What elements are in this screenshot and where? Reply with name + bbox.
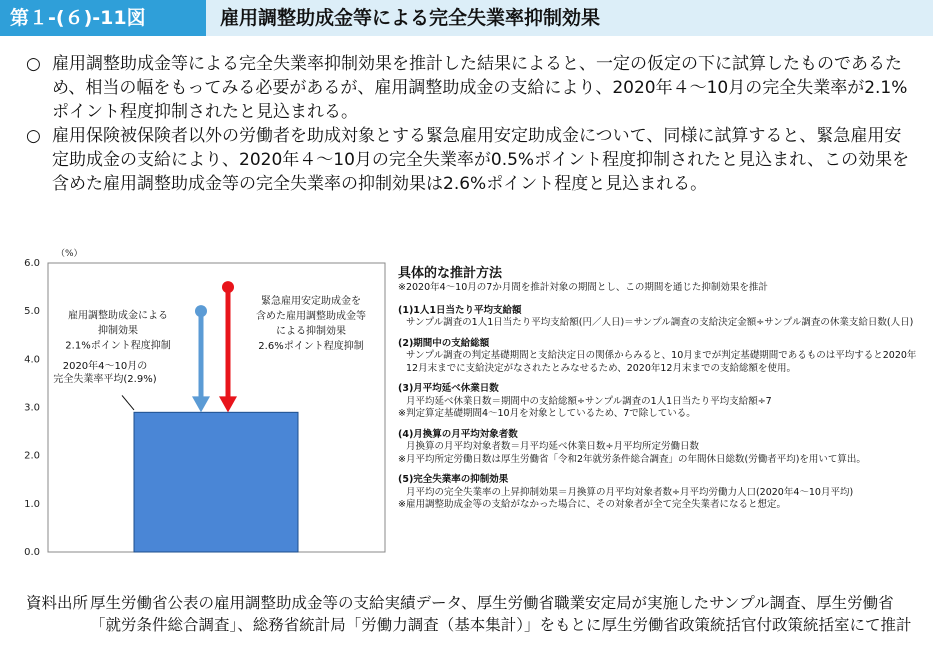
y-tick-label: 3.0 <box>24 402 40 414</box>
summary-bullet <box>26 52 912 124</box>
source-label: 資料出所 <box>26 594 89 612</box>
method-section-title: (5)完全失業率の抑制効果 <box>398 474 509 485</box>
y-tick-label: 2.0 <box>24 450 40 462</box>
method-section-title: (1)1人1日当たり平均支給額 <box>398 304 522 316</box>
effect-arrow-label: 2.6%ポイント程度抑制 <box>258 340 364 352</box>
effect-arrow-label: 緊急雇用安定助成金を <box>261 295 361 307</box>
method-note: ※2020年4～10月の7か月間を推計対象の期間とし、この期間を通じた抑制効果を推計 <box>398 282 768 293</box>
y-axis-unit: （%） <box>56 249 83 259</box>
figure-label: 第１-(６)-11図 <box>0 0 206 36</box>
method-section <box>398 338 918 376</box>
method-section-title: (3)月平均延べ休業日数 <box>398 383 499 394</box>
method-section-line: ※雇用調整助成金等の支給がなかった場合に、その対象者が全て完全失業者になると想定。 <box>398 499 786 510</box>
method-section-line: ※月平均所定労働日数は厚生労働省「令和2年就労条件総合調査」の年間休日総数(労働者平均)を用いて算出。 <box>398 453 866 465</box>
effect-arrow-label: 含めた雇用調整助成金等 <box>256 310 366 322</box>
figure-header <box>0 0 933 36</box>
effect-arrow-label: による抑制効果 <box>276 325 346 337</box>
effect-arrow-head <box>192 396 210 412</box>
method-section-line: 月平均延べ休業日数＝期間中の支給総額÷サンプル調査の1人1日当たり平均支給額÷7 <box>406 395 772 407</box>
effect-arrow-label: 雇用調整助成金による <box>68 310 168 322</box>
figure-title: 雇用調整助成金等による完全失業率抑制効果 <box>206 0 933 36</box>
summary-bullets <box>26 52 912 196</box>
y-tick-label: 6.0 <box>24 258 40 269</box>
method-title: 具体的な推計方法 <box>398 266 503 281</box>
estimation-method-panel <box>398 266 918 520</box>
method-section-line: サンプル調査の判定基礎期間と支給決定日の関係からみると、10月までが判定基礎期間であるものは平均すると2020年12月末までに支給決定がなされたとみなせるため、2020年12月末までの支給総額を使用。 <box>406 350 917 374</box>
method-section-line: 月平均の完全失業率の上昇抑制効果＝月換算の月平均対象者数÷月平均労働力人口(2020年4～10月平均) <box>406 486 854 498</box>
y-tick-label: 0.0 <box>24 547 40 558</box>
method-section-line: サンプル調査の1人1日当たり平均支給額(円／人日)＝サンプル調査の支給決定金額÷サンプル調査の休業支給日数(人日) <box>406 317 914 328</box>
y-tick-label: 4.0 <box>24 354 40 366</box>
method-section <box>398 474 918 512</box>
y-tick-label: 1.0 <box>24 498 40 510</box>
method-section <box>398 305 918 330</box>
effect-arrow-label: 抑制効果 <box>98 325 138 337</box>
method-section-line: ※判定算定基礎期間4～10月を対象としているため、7で除している。 <box>398 408 696 419</box>
bar-annotation-label: 完全失業率平均(2.9%) <box>53 373 157 385</box>
bar-unemployment-rate <box>134 412 298 552</box>
method-section-title: (4)月換算の月平均対象者数 <box>398 428 518 440</box>
y-tick-label: 5.0 <box>24 306 40 318</box>
effect-arrow-label: 2.1%ポイント程度抑制 <box>65 340 171 352</box>
bullet-text: 雇用保険被保険者以外の労働者を助成対象とする緊急雇用安定助成金について、同様に試算すると、緊急雇用安定助成金の支給により、2020年４～10月の完全失業率が0.5%ポイント程度抑制されたと見込まれ、この効果を含めた雇用調整助成金等の完全失業率の抑制効果は2.6%ポイント程度と見込まれる。 <box>52 126 910 194</box>
bar-annotation-label: 2020年4～10月の <box>62 360 148 372</box>
bullet-mark: ○ <box>26 54 41 74</box>
summary-bullet <box>26 124 912 196</box>
effect-arrow-head <box>219 396 237 412</box>
method-section-line: 月換算の月平均対象者数＝月平均延べ休業日数÷月平均所定労働日数 <box>406 441 699 452</box>
bar-annotation-leader <box>122 395 134 409</box>
bullet-text: 雇用調整助成金等による完全失業率抑制効果を推計した結果によると、一定の仮定の下に試算したものであるため、相当の幅をもってみる必要があるが、雇用調整助成金の支給により、2020年４～10月の完全失業率が2.1%ポイント程度抑制されたと見込まれる。 <box>52 54 908 122</box>
source-note <box>26 592 916 636</box>
method-section <box>398 383 918 421</box>
method-section-title: (2)期間中の支給総額 <box>398 337 490 349</box>
unemployment-effect-chart <box>0 240 390 570</box>
method-section <box>398 429 918 467</box>
bullet-mark: ○ <box>26 126 41 146</box>
source-text: 厚生労働省公表の雇用調整助成金等の支給実績データ、厚生労働省職業安定局が実施したサンプル調査、厚生労働省「就労条件総合調査」、総務省統計局「労働力調査（基本集計）」をもとに厚生労働省政策統括官付政策統括室にて推計 <box>90 594 912 634</box>
